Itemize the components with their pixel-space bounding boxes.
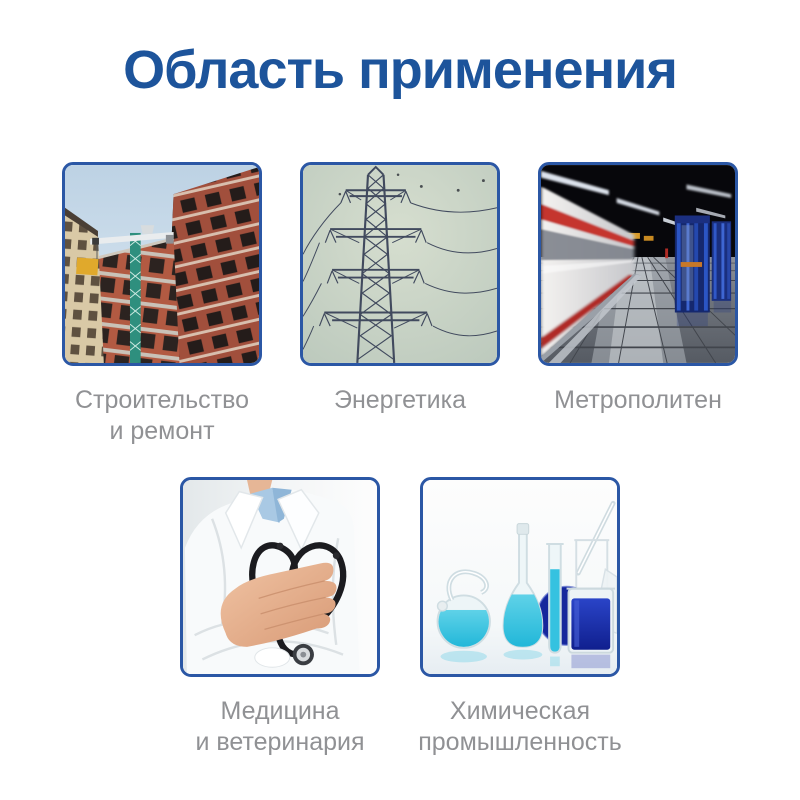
construction-site-photo [62, 162, 262, 366]
label-line: промышленность [418, 728, 622, 756]
page-title: Область применения [123, 40, 677, 100]
card-construction [62, 162, 262, 447]
label-line: Медицина [220, 697, 340, 725]
cards-row-top [0, 162, 800, 447]
card-chemistry [420, 477, 620, 758]
label-line: и ремонт [109, 417, 215, 445]
construction-illustration [65, 165, 259, 363]
label-line: и ветеринария [195, 728, 365, 756]
lab-flasks-photo [420, 477, 620, 677]
card-label-construction [75, 385, 249, 447]
medicine-illustration [183, 480, 377, 674]
card-label-chemistry [418, 696, 622, 758]
energy-illustration [303, 165, 497, 363]
metro-illustration [541, 165, 735, 363]
card-medicine [180, 477, 380, 758]
label-line: Энергетика [333, 386, 467, 414]
card-label-energy [334, 385, 466, 416]
label-line: Метрополитен [554, 386, 722, 414]
doctor-stethoscope-photo [180, 477, 380, 677]
metro-station-photo [538, 162, 738, 366]
label-line: Строительство [75, 386, 249, 414]
card-label-metro [554, 385, 722, 416]
card-label-medicine [195, 696, 364, 758]
card-metro [538, 162, 738, 416]
cards-row-bottom [0, 477, 800, 758]
chemistry-illustration [423, 480, 617, 674]
power-line-tower-photo [300, 162, 500, 366]
card-energy [300, 162, 500, 416]
label-line: Химическая [449, 697, 591, 725]
